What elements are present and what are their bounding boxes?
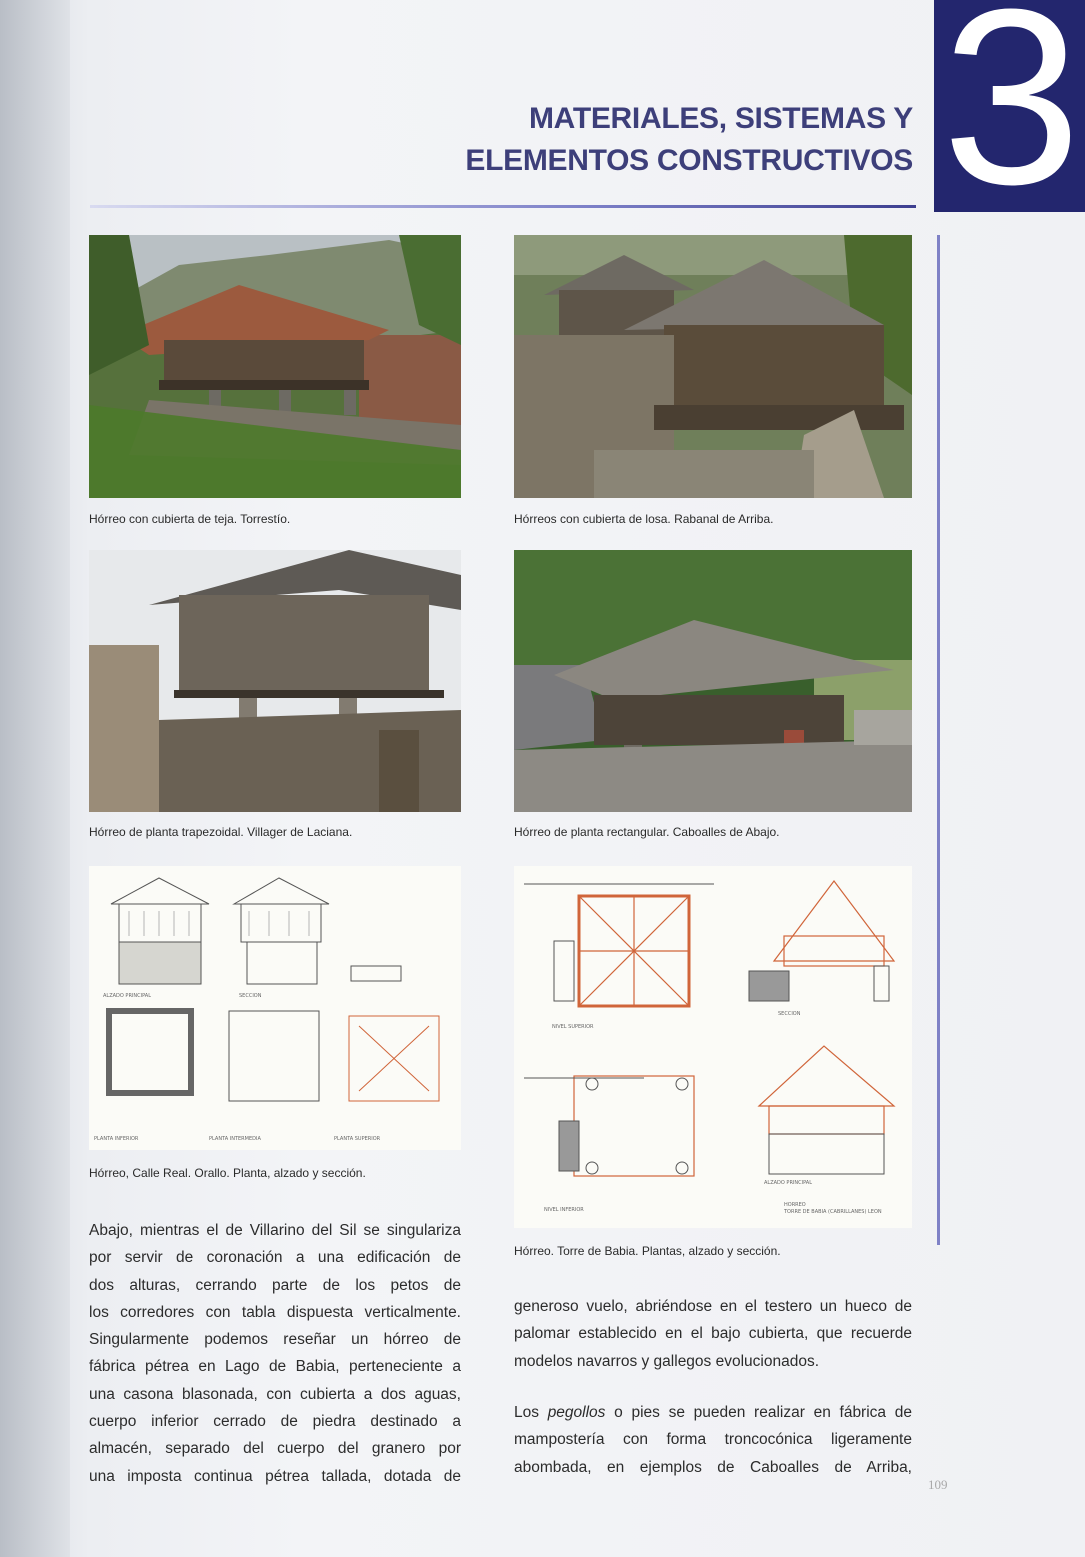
label-planta-intermedia: PLANTA INTERMEDIA xyxy=(209,1136,261,1142)
chapter-side-rule xyxy=(937,235,940,1245)
body-line: abombada, en ejemplos de Caboalles de Arriba, xyxy=(514,1458,912,1476)
chapter-number-block xyxy=(934,0,1085,212)
label-horreo: HORREO xyxy=(784,1202,806,1208)
photo-horreo-torrestio xyxy=(89,235,461,498)
body-line: cuerpo inferior cerrado de piedra destinado a xyxy=(89,1413,461,1431)
body-line: modelos navarros y gallegos evolucionados. xyxy=(514,1352,820,1370)
caption-photo-2: Hórreos con cubierta de losa. Rabanal de Arriba. xyxy=(514,512,774,526)
body-line: generoso vuelo, abriéndose en el testero un hueco de xyxy=(514,1298,912,1315)
body-line: por servir de coronación a una edificación de xyxy=(89,1249,461,1267)
chapter-title xyxy=(465,98,913,182)
caption-photo-3: Hórreo de planta trapezoidal. Villager de Laciana. xyxy=(89,825,353,839)
drawing-horreo-orallo xyxy=(89,866,461,1150)
body-line: los corredores con tabla dispuesta verticalmente. xyxy=(89,1303,461,1321)
body-line: palomar establecido en el bajo cubierta, que recuerde xyxy=(514,1325,912,1343)
caption-drawing-6: Hórreo. Torre de Babia. Plantas, alzado y sección. xyxy=(514,1244,781,1258)
drawing-horreo-torre-babia xyxy=(514,866,912,1228)
photo-horreos-rabanal xyxy=(514,235,912,498)
body-line: una casona blasonada, con cubierta a dos aguas, xyxy=(89,1385,461,1403)
caption-drawing-5: Hórreo, Calle Real. Orallo. Planta, alzado y sección. xyxy=(89,1166,366,1180)
caption-photo-1: Hórreo con cubierta de teja. Torrestío. xyxy=(89,512,291,526)
caption-photo-4: Hórreo de planta rectangular. Caboalles de Abajo. xyxy=(514,825,780,839)
body-line: Singularmente podemos reseñar un hórreo de xyxy=(89,1331,461,1349)
body-line xyxy=(514,1399,912,1426)
term-pegollos: pegollos xyxy=(547,1404,606,1421)
header-rule xyxy=(90,205,916,208)
label-torre-babia: TORRE DE BABIA (CABRILLANES) LEON xyxy=(784,1209,882,1215)
chapter-title-line-1: MATERIALES, SISTEMAS Y xyxy=(528,102,913,135)
body-right-paragraph-2 xyxy=(514,1399,912,1481)
body-line: mampostería con forma troncocónica ligeramente xyxy=(514,1431,912,1449)
body-line: almacén, separado del cuerpo del granero por xyxy=(89,1440,461,1458)
label-planta-inferior: PLANTA INFERIOR xyxy=(94,1136,139,1142)
photo-horreo-caboalles xyxy=(514,550,912,812)
text-run: o pies se pueden realizar en fábrica de xyxy=(605,1404,912,1421)
chapter-title-line-2: ELEMENTOS CONSTRUCTIVOS xyxy=(465,144,913,177)
body-line: Abajo, mientras el de Villarino del Sil se singulariza xyxy=(89,1222,461,1239)
label-alzado-principal: ALZADO PRINCIPAL xyxy=(103,993,151,999)
text-run: Los xyxy=(514,1404,548,1421)
label-nivel-inferior: NIVEL INFERIOR xyxy=(544,1207,584,1213)
page-number: 109 xyxy=(928,1477,948,1492)
chapter-number: 3 xyxy=(942,0,1082,212)
label-alzado-principal-babia: ALZADO PRINCIPAL xyxy=(764,1180,812,1186)
label-planta-superior: PLANTA SUPERIOR xyxy=(334,1136,381,1142)
label-nivel-superior: NIVEL SUPERIOR xyxy=(552,1024,594,1030)
page-gutter-shade xyxy=(0,0,70,1557)
label-seccion: SECCION xyxy=(239,993,262,999)
body-line: fábrica pétrea en Lago de Babia, perteneciente a xyxy=(89,1358,461,1376)
body-left-column xyxy=(89,1217,461,1490)
body-line: dos alturas, cerrando parte de los petos de xyxy=(89,1276,461,1294)
body-right-paragraph-1 xyxy=(514,1293,912,1375)
photo-horreo-villager xyxy=(89,550,461,812)
body-line: una imposta continua pétrea tallada, dotada de xyxy=(89,1467,461,1485)
label-seccion-babia: SECCION xyxy=(778,1011,801,1017)
